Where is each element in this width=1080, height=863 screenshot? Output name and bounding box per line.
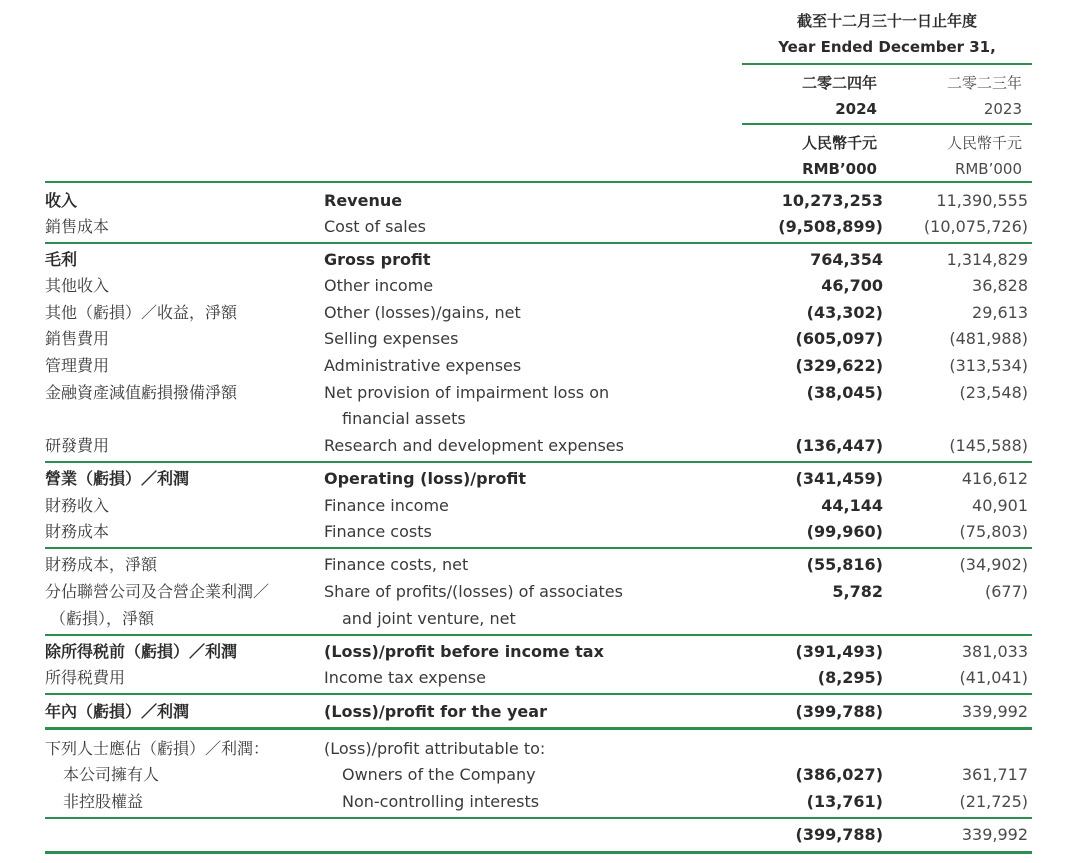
row-label-en: Research and development expenses — [324, 436, 624, 455]
value-2023: (41,041) — [959, 668, 1028, 687]
table-row — [45, 639, 1030, 665]
value-2023: 381,033 — [961, 642, 1028, 661]
currency-2023-en: RMB’000 — [954, 160, 1022, 178]
row-label-zh: 銷售費用 — [45, 329, 110, 348]
header-rule — [742, 63, 1032, 65]
table-row — [45, 406, 1030, 432]
row-label-en: Owners of the Company — [342, 765, 536, 784]
col-2023-zh: 二零二三年 — [946, 74, 1022, 92]
table-row — [45, 300, 1030, 326]
row-label-en: Other income — [324, 276, 434, 295]
currency-2024-en: RMB’000 — [802, 160, 877, 178]
value-2024: 46,700 — [821, 276, 883, 295]
row-label-zh: 管理費用 — [45, 356, 110, 375]
row-rule — [45, 547, 1032, 549]
table-row — [45, 466, 1030, 492]
value-2023: (75,803) — [959, 522, 1028, 541]
value-2024: (399,788) — [795, 702, 883, 721]
value-2024: 10,273,253 — [781, 191, 883, 210]
row-label-en: financial assets — [342, 409, 466, 428]
col-2024-en: 2024 — [835, 100, 877, 118]
row-label-zh: 銷售成本 — [45, 217, 110, 236]
row-label-en: Finance costs — [324, 522, 432, 541]
value-2024: (391,493) — [795, 642, 883, 661]
table-row — [45, 762, 1030, 788]
row-label-zh: （虧損），淨額 — [50, 609, 155, 628]
row-rule — [45, 693, 1032, 695]
table-row — [45, 736, 1030, 762]
currency-2024-zh: 人民幣千元 — [801, 134, 877, 152]
value-2024: (399,788) — [795, 825, 883, 844]
table-row — [45, 380, 1030, 406]
value-2023: (21,725) — [959, 792, 1028, 811]
row-label-en: Gross profit — [324, 250, 431, 269]
row-label-zh: 所得税費用 — [45, 668, 126, 687]
value-2023: (10,075,726) — [923, 217, 1028, 236]
row-label-zh: 收入 — [45, 191, 78, 210]
period-heading-en: Year Ended December 31, — [778, 38, 996, 56]
row-label-en: Non-controlling interests — [342, 792, 540, 811]
row-label-en: and joint venture, net — [342, 609, 516, 628]
value-2023: 1,314,829 — [946, 250, 1028, 269]
row-label-en: Selling expenses — [324, 329, 459, 348]
row-label-zh: 金融資產減值虧損撥備淨額 — [45, 383, 238, 402]
table-top-rule — [45, 181, 1032, 183]
col-2023-en: 2023 — [983, 100, 1022, 118]
value-2024: (341,459) — [795, 469, 883, 488]
row-rule — [45, 817, 1032, 819]
value-2023: (34,902) — [959, 555, 1028, 574]
table-row — [45, 214, 1030, 240]
table-row — [45, 273, 1030, 299]
table-row — [45, 699, 1030, 725]
row-label-zh: 年內（虧損）／利潤 — [45, 702, 190, 721]
row-label-zh: 財務成本 — [45, 522, 110, 541]
row-label-zh: 財務成本，淨額 — [45, 555, 158, 574]
value-2024: 764,354 — [810, 250, 883, 269]
value-2023: (313,534) — [949, 356, 1028, 375]
value-2024: (43,302) — [806, 303, 883, 322]
table-row — [45, 579, 1030, 605]
row-label-zh: 毛利 — [45, 250, 78, 269]
value-2023: 339,992 — [961, 702, 1028, 721]
value-2024: (8,295) — [817, 668, 883, 687]
row-label-zh: 研發費用 — [45, 436, 110, 455]
value-2024: 44,144 — [821, 496, 883, 515]
value-2024: (329,622) — [795, 356, 883, 375]
value-2023: (23,548) — [959, 383, 1028, 402]
value-2024: (38,045) — [806, 383, 883, 402]
value-2023: 40,901 — [972, 496, 1028, 515]
table-row — [45, 606, 1030, 632]
row-label-en: Administrative expenses — [324, 356, 522, 375]
value-2023: 416,612 — [961, 469, 1028, 488]
value-2023: (481,988) — [949, 329, 1028, 348]
value-2023: 339,992 — [961, 825, 1028, 844]
table-row — [45, 519, 1030, 545]
col-2024-zh: 二零二四年 — [801, 74, 877, 92]
row-rule — [45, 634, 1032, 636]
row-label-en: Share of profits/(losses) of associates — [324, 582, 623, 601]
value-2024: (55,816) — [806, 555, 883, 574]
period-heading-zh: 截至十二月三十一日止年度 — [796, 12, 977, 30]
grand-total-rule — [45, 851, 1032, 854]
row-label-en: (Loss)/profit attributable to: — [324, 739, 546, 758]
table-row — [45, 188, 1030, 214]
value-2023: 361,717 — [961, 765, 1028, 784]
row-label-en: Cost of sales — [324, 217, 426, 236]
row-label-en: Other (losses)/gains, net — [324, 303, 521, 322]
row-label-en: Finance income — [324, 496, 449, 515]
row-label-en: Finance costs, net — [324, 555, 469, 574]
row-label-zh: 其他收入 — [45, 276, 110, 295]
value-2024: (136,447) — [795, 436, 883, 455]
row-label-zh: 除所得税前（虧損）／利潤 — [45, 642, 238, 661]
row-label-zh: 分佔聯營公司及合營企業利潤／ — [45, 582, 270, 601]
value-2023: 36,828 — [972, 276, 1028, 295]
table-row — [45, 665, 1030, 691]
table-row — [45, 822, 1030, 848]
table-row — [45, 247, 1030, 273]
row-label-en: (Loss)/profit before income tax — [324, 642, 604, 661]
table-row — [45, 353, 1030, 379]
value-2023: (677) — [984, 582, 1028, 601]
row-label-zh: 其他（虧損）／收益，淨額 — [45, 303, 238, 322]
value-2024: (605,097) — [795, 329, 883, 348]
value-2024: 5,782 — [832, 582, 883, 601]
row-label-en: Income tax expense — [324, 668, 486, 687]
row-rule — [45, 242, 1032, 244]
year-rule — [742, 123, 1032, 125]
row-label-en: (Loss)/profit for the year — [324, 702, 547, 721]
row-label-en: Operating (loss)/profit — [324, 469, 526, 488]
value-2023: 29,613 — [972, 303, 1028, 322]
row-rule — [45, 461, 1032, 463]
row-label-zh: 營業（虧損）／利潤 — [45, 469, 190, 488]
currency-2023-zh: 人民幣千元 — [946, 134, 1022, 152]
table-row — [45, 552, 1030, 578]
value-2024: (13,761) — [806, 792, 883, 811]
row-label-zh: 非控股權益 — [63, 792, 144, 811]
table-row — [45, 433, 1030, 459]
value-2024: (99,960) — [806, 522, 883, 541]
value-2023: (145,588) — [949, 436, 1028, 455]
row-label-zh: 本公司擁有人 — [63, 765, 160, 784]
table-row — [45, 789, 1030, 815]
value-2024: (9,508,899) — [778, 217, 883, 236]
row-label-zh: 財務收入 — [45, 496, 110, 515]
row-label-en: Revenue — [324, 191, 403, 210]
row-label-en: Net provision of impairment loss on — [324, 383, 610, 402]
table-row — [45, 326, 1030, 352]
value-2024: (386,027) — [795, 765, 883, 784]
row-label-zh: 下列人士應佔（虧損）／利潤： — [45, 739, 270, 758]
table-row — [45, 493, 1030, 519]
value-2023: 11,390,555 — [936, 191, 1028, 210]
year-total-rule — [45, 727, 1032, 730]
